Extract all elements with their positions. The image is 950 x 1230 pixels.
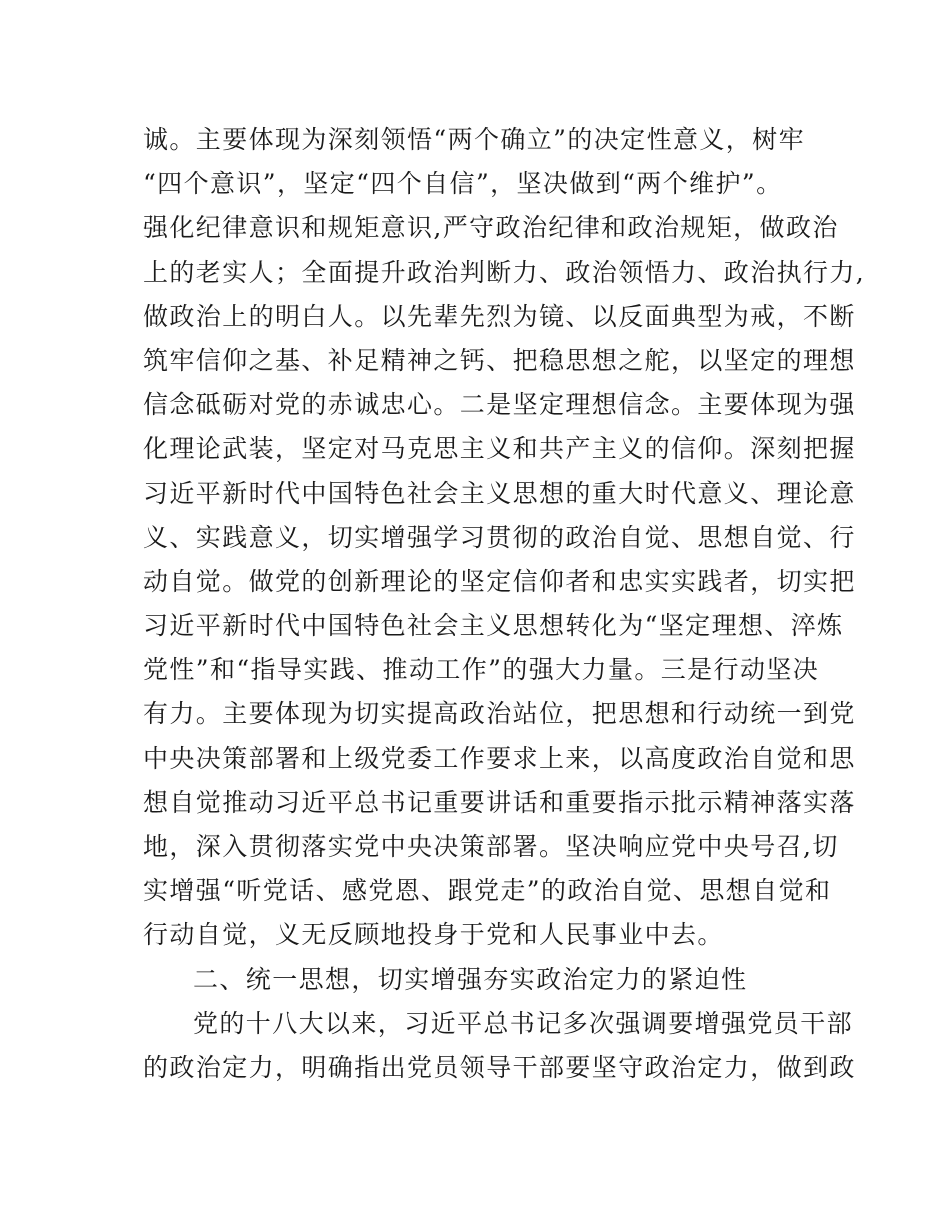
text-line: 做政治上的明白人。以先辈先烈为镜、以反面典型为戒，不断	[143, 301, 856, 331]
text-line: 实增强“听党话、感党恩、跟党走”的政治自觉、思想自觉和	[143, 876, 832, 906]
text-line: 习近平新时代中国特色社会主义思想的重大时代意义、理论意	[143, 478, 856, 508]
text-line: 诚。主要体现为深刻领悟“两个确立”的决定性意义，树牢	[143, 125, 805, 154]
text-line: 习近平新时代中国特色社会主义思想转化为“坚定理想、淬炼	[143, 611, 844, 641]
text-line: 上的老实人；全面提升政治判断力、政治领悟力、政治执行力,	[143, 257, 866, 287]
text-line: “四个意识”，坚定“四个自信”，坚决做到“两个维护”。	[143, 169, 783, 199]
text-line: 化理论武装，坚定对马克思主义和共产主义的信仰。深刻把握	[143, 434, 856, 464]
text-line: 信念砥砺对党的赤诚忠心。二是坚定理想信念。主要体现为强	[143, 390, 856, 420]
document-body	[143, 118, 866, 1090]
text-line: 有力。主要体现为切实提高政治站位，把思想和行动统一到党	[143, 699, 856, 729]
text-line: 中央决策部署和上级党委工作要求上来，以高度政治自觉和思	[143, 743, 856, 773]
text-line: 义、实践意义，切实增强学习贯彻的政治自觉、思想自觉、行	[143, 522, 856, 552]
text-line: 的政治定力，明确指出党员领导干部要坚守政治定力，做到政	[143, 1052, 856, 1082]
text-line: 党性”和“指导实践、推动工作”的强大力量。三是行动坚决	[143, 655, 820, 685]
text-line: 地，深入贯彻落实党中央决策部署。坚决响应党中央号召,切	[143, 832, 839, 861]
section-heading: 二、统一思想，切实增强夯实政治定力的紧迫性	[193, 964, 748, 994]
text-line: 想自觉推动习近平总书记重要讲话和重要指示批示精神落实落	[143, 787, 856, 817]
text-line: 筑牢信仰之基、补足精神之钙、把稳思想之舵，以坚定的理想	[143, 345, 856, 375]
text-line: 动自觉。做党的创新理论的坚定信仰者和忠实实践者，切实把	[143, 566, 856, 596]
text-line: 强化纪律意识和规矩意识,严守政治纪律和政治规矩，做政治	[143, 213, 839, 243]
text-line: 党的十八大以来，习近平总书记多次强调要增强党员干部	[193, 1008, 854, 1038]
text-line: 行动自觉，义无反顾地投身于党和人民事业中去。	[143, 920, 724, 950]
